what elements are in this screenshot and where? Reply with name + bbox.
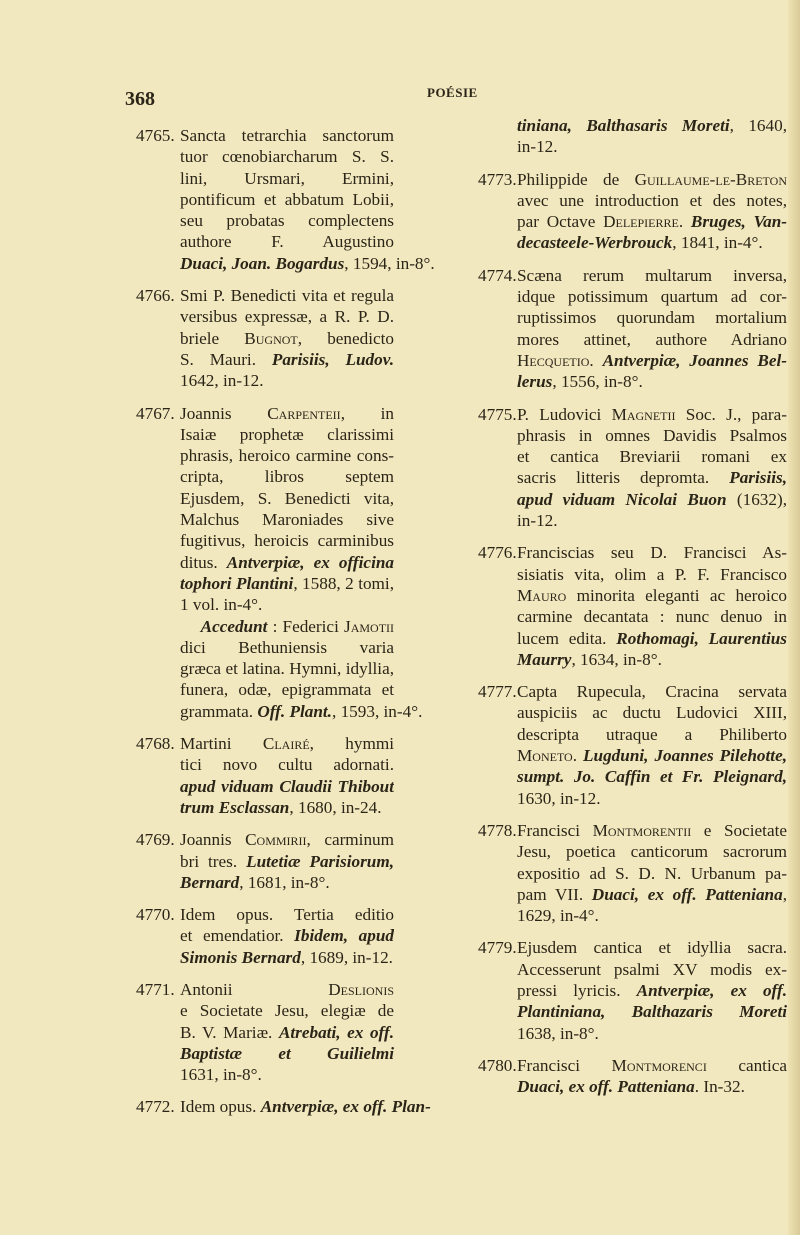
text: . — [572, 746, 584, 766]
author-name: Delepierre — [603, 212, 679, 232]
entry-line — [478, 115, 787, 136]
text: et emendatior. — [180, 926, 295, 946]
right-column — [478, 115, 787, 1108]
text: , 1593, in-4°. — [331, 701, 423, 721]
author-name: Mauro — [517, 585, 567, 605]
entry-line — [478, 1055, 787, 1076]
catalog-entry — [136, 829, 394, 893]
text: P. Ludovici — [517, 404, 612, 424]
entry-line — [136, 679, 394, 700]
catalog-entry — [136, 403, 423, 722]
entry-line — [478, 863, 787, 884]
catalog-entry — [136, 1096, 431, 1117]
text: , hymmi — [309, 734, 394, 754]
text: , 1556, in-8°. — [552, 372, 643, 392]
italic-text: Simonis Bernard — [180, 947, 301, 967]
text: , 1689, in-12. — [300, 947, 393, 967]
catalog-entry — [478, 169, 787, 254]
entry-line — [136, 1064, 394, 1085]
entry-line — [478, 628, 787, 649]
text: Smi P. Benedicti vita et regula — [180, 286, 394, 306]
text: Jesu, poetica canticorum sacrorum — [517, 842, 787, 862]
entry-line — [136, 1043, 394, 1064]
text: Joannis — [180, 403, 268, 423]
italic-text: Baptistæ et Guilielmi — [180, 1043, 394, 1063]
text: S. Mauri. — [180, 349, 272, 369]
entry-line — [478, 980, 787, 1001]
text: auspiciis ac ductu Ludovici XIII, — [517, 703, 787, 723]
entry-line — [136, 616, 394, 637]
entry-line — [136, 658, 394, 679]
entry-number: 4766. — [136, 286, 175, 306]
italic-text: Duaci, ex off. Patteniana — [591, 884, 783, 904]
italic-text: Antverpiæ, ex off. — [636, 980, 787, 1000]
entry-line — [478, 136, 787, 157]
author-name: Deslionis — [328, 979, 394, 999]
entry-line — [136, 1022, 394, 1043]
text: Capta Rupecula, Cracina servata — [517, 682, 787, 702]
entry-line — [478, 404, 787, 425]
text: Francisci — [517, 1055, 612, 1075]
entry-number: 4765. — [136, 126, 175, 145]
text: 1638, in-8°. — [517, 1023, 599, 1043]
italic-text: Rothomagi, Laurentius — [616, 628, 787, 648]
italic-text: apud viduam Nicolai Buon — [517, 489, 727, 509]
entry-line — [136, 403, 394, 424]
entry-number: 4780. — [478, 1055, 517, 1075]
text: 1630, in-12. — [517, 788, 601, 808]
entry-line — [478, 585, 787, 606]
text: Martini — [180, 734, 263, 754]
text: . In-32. — [694, 1077, 745, 1097]
entry-number: 4773. — [478, 169, 517, 189]
entry-line — [136, 1096, 431, 1117]
text: minorita eleganti ac heroico — [566, 585, 787, 605]
italic-text: trum Esclassan — [180, 797, 290, 817]
entry-line — [136, 231, 394, 252]
entry-number: 4767. — [136, 403, 175, 423]
italic-text: Parisiis, Ludov. — [271, 349, 394, 369]
entry-line — [136, 754, 394, 775]
author-name: Carpenteii — [267, 403, 341, 423]
entry-number: 4776. — [478, 543, 517, 563]
entry-line — [136, 979, 394, 1000]
text: : Federici — [267, 616, 344, 636]
entry-line — [136, 637, 394, 658]
text: carmine decantata : nunc denuo in — [517, 607, 787, 627]
text — [180, 617, 201, 636]
text: , in — [340, 403, 394, 423]
text: (1632), — [726, 489, 787, 509]
entry-line — [136, 328, 394, 349]
text: , 1588, 2 tomi, — [293, 573, 394, 593]
author-name: Commirii — [245, 830, 307, 850]
entry-line — [478, 1001, 787, 1022]
catalog-entry — [136, 979, 394, 1085]
catalog-entry — [136, 904, 394, 968]
catalog-entry — [478, 115, 787, 158]
author-name: Jamotii — [344, 616, 394, 636]
author-name: Bugnot — [244, 328, 298, 348]
catalog-entry — [478, 542, 787, 670]
entry-line — [136, 797, 394, 818]
entry-line — [136, 306, 394, 327]
entry-line — [478, 606, 787, 627]
italic-text: apud viduam Claudii Thibout — [180, 776, 394, 796]
catalog-entry — [478, 820, 787, 926]
text: phrasis, heroico carmine cons- — [180, 446, 394, 466]
text: ruptissimos quorundam mortalium — [517, 308, 787, 328]
text: Francisci — [517, 820, 593, 840]
entry-line — [136, 530, 394, 551]
italic-text: Bruges, Van- — [690, 212, 787, 232]
text: e Societate Jesu, elegiæ de — [180, 1001, 394, 1021]
text: Antonii — [180, 979, 329, 999]
entry-line — [136, 594, 394, 615]
entry-number: 4778. — [478, 820, 517, 840]
entry-line — [136, 445, 394, 466]
text: grammata. — [180, 701, 258, 721]
text: 1642, in-12. — [180, 371, 264, 391]
entry-line — [478, 564, 787, 585]
entry-line — [478, 446, 787, 467]
entry-line — [136, 904, 394, 925]
italic-text: Off. Plant. — [257, 701, 332, 721]
italic-text: sumpt. Jo. Caffin et Fr. Pleignard, — [517, 767, 787, 787]
author-name: Magnetii — [611, 404, 676, 424]
entry-line — [478, 371, 787, 392]
entry-line — [136, 701, 423, 722]
entry-number: 4779. — [478, 938, 517, 958]
text: cantica — [706, 1055, 787, 1075]
text: Ejusdem cantica et idyllia sacra. — [517, 938, 787, 958]
catalog-entry — [478, 404, 787, 532]
text: Soc. J., para- — [675, 404, 787, 424]
text: briele — [180, 328, 245, 348]
catalog-entry — [136, 125, 435, 274]
entry-line — [478, 350, 787, 371]
text: , 1841, in-4°. — [672, 233, 763, 253]
text: et cantica Breviarii romani ex — [517, 447, 787, 467]
text: græca et latina. Hymni, idyllia, — [180, 659, 394, 679]
catalog-entry — [478, 937, 787, 1043]
text: 1631, in-8°. — [180, 1065, 262, 1085]
text: Scæna rerum multarum inversa, — [517, 265, 787, 285]
entry-line — [136, 125, 394, 146]
text: versibus expressæ, a R. P. D. — [180, 307, 394, 327]
text: , — [782, 884, 787, 904]
text: . — [678, 212, 691, 232]
italic-text: decasteele-Werbrouck — [517, 233, 673, 253]
catalog-entry — [136, 285, 394, 391]
entry-line — [478, 307, 787, 328]
text: idque potissimum quartum ad cor- — [517, 287, 787, 307]
entry-line — [136, 947, 394, 968]
italic-text: tiniana, Balthasaris Moreti — [517, 116, 730, 135]
italic-text: Bernard — [180, 872, 240, 892]
catalog-entry — [136, 733, 394, 818]
entry-line — [136, 210, 394, 231]
catalog-entry — [478, 265, 787, 393]
entry-line — [478, 905, 787, 926]
entry-line — [478, 286, 787, 307]
entry-line — [136, 488, 394, 509]
entry-line — [478, 841, 787, 862]
text: 1 vol. in-4°. — [180, 595, 263, 615]
page-number: 368 — [125, 88, 155, 110]
italic-text: Antverpiæ, Joannes Bel- — [602, 350, 787, 370]
entry-line — [478, 745, 787, 766]
text: , benedicto — [297, 328, 394, 348]
text: Accesserunt psalmi XV modis ex- — [517, 959, 787, 979]
entry-line — [136, 925, 394, 946]
entry-line — [136, 851, 394, 872]
entry-line — [136, 552, 394, 573]
text: Philippide de — [517, 169, 635, 189]
entry-line — [478, 542, 787, 563]
italic-text: Accedunt — [200, 616, 268, 636]
entry-line — [478, 265, 787, 286]
text: mores attinet, authore Adriano — [517, 329, 787, 349]
text: B. V. Mariæ. — [180, 1022, 279, 1042]
text: , carminum — [306, 830, 394, 850]
text: sacris litteris depromta. — [517, 468, 730, 488]
catalog-entry — [478, 1055, 787, 1098]
text: Ejusdem, S. Benedicti vita, — [180, 488, 394, 508]
entry-number: 4777. — [478, 682, 517, 702]
entry-number: 4768. — [136, 734, 175, 754]
entry-line — [478, 329, 787, 350]
entry-line — [136, 573, 394, 594]
entry-line — [478, 702, 787, 723]
italic-text: Plantiniana, Balthazaris Moreti — [517, 1002, 787, 1022]
text: phrasis in omnes Davidis Psalmos — [517, 425, 787, 445]
entry-number: 4775. — [478, 404, 517, 424]
text: fugitivus, heroicis carminibus — [180, 531, 394, 551]
text: in-12. — [517, 137, 558, 157]
entry-line — [478, 820, 787, 841]
left-column — [136, 125, 435, 1129]
entry-line — [136, 872, 394, 893]
entry-line — [136, 733, 394, 754]
entry-line — [478, 190, 787, 211]
text: expositio ad S. D. N. Urbanum pa- — [517, 863, 787, 883]
italic-text: Maurry — [517, 649, 572, 669]
italic-text: Antverpiæ, ex officina — [226, 552, 394, 572]
entry-line — [136, 349, 394, 370]
italic-text: Atrebati, ex off. — [278, 1022, 394, 1042]
author-name: Hecquetio — [517, 350, 590, 370]
page-edge-shadow — [788, 0, 800, 1235]
entry-line — [136, 1000, 394, 1021]
entry-line — [478, 467, 787, 488]
entry-line — [478, 1023, 787, 1044]
entry-line — [478, 510, 787, 531]
entry-number: 4770. — [136, 905, 175, 925]
text: in-12. — [517, 511, 558, 531]
entry-line — [478, 884, 787, 905]
text: e Societate — [691, 820, 787, 840]
entry-line — [136, 146, 394, 167]
text: Franciscias seu D. Francisci As- — [517, 543, 787, 563]
author-name: Montmorentii — [592, 820, 692, 840]
text: pam VII. — [517, 884, 592, 904]
text: , 1681, in-8°. — [239, 872, 330, 892]
text: pontificum et abbatum Lobii, — [180, 189, 394, 209]
italic-text: Duaci, Joan. Bogardus — [180, 253, 345, 273]
entry-line — [478, 788, 787, 809]
entry-line — [136, 466, 394, 487]
entry-line — [478, 724, 787, 745]
text: ditus. — [180, 552, 227, 572]
text: descripta utraque a Philiberto — [517, 724, 787, 744]
text: Joannis — [180, 830, 246, 850]
author-name: Guillaume-le-Breton — [634, 169, 787, 189]
italic-text: tophori Plantini — [180, 573, 294, 593]
author-name: Moneto — [517, 746, 573, 766]
text: , 1634, in-8°. — [571, 649, 662, 669]
entry-line — [136, 509, 394, 530]
entry-line — [136, 189, 394, 210]
text: Isaiæ prophetæ clarissimi — [180, 424, 394, 444]
catalog-entry — [478, 681, 787, 809]
text: Malchus Maroniades sive — [180, 510, 394, 530]
text: par Octave — [517, 212, 604, 232]
entry-line — [136, 370, 394, 391]
entry-line — [478, 649, 787, 670]
text: , 1680, in-24. — [289, 797, 382, 817]
italic-text: Lutetiæ Parisiorum, — [246, 851, 394, 871]
text: lini, Ursmari, Ermini, — [180, 168, 394, 188]
text: funera, odæ, epigrammata et — [180, 680, 394, 700]
entry-line — [478, 1076, 787, 1097]
text: sisiatis vita, olim a P. F. Francisco — [517, 564, 787, 584]
entry-line — [478, 489, 787, 510]
italic-text: Parisiis, — [729, 468, 787, 488]
entry-line — [136, 424, 394, 445]
text: , 1640, — [729, 116, 787, 135]
entry-line — [478, 681, 787, 702]
entry-line — [478, 211, 787, 232]
text: Sancta tetrarchia sanctorum — [180, 126, 394, 145]
entry-number: 4769. — [136, 830, 175, 850]
text: dici Bethuniensis varia — [180, 637, 394, 657]
text: 1629, in-4°. — [517, 906, 599, 926]
entry-line — [136, 253, 435, 274]
text: avec une introduction et des notes, — [517, 190, 787, 210]
text: , 1594, in-8°. — [344, 253, 435, 273]
text: tuor cœnobiarcharum S. S. — [180, 147, 394, 167]
author-name: Montmorenci — [611, 1055, 707, 1075]
entry-line — [478, 937, 787, 958]
running-head: POÉSIE — [427, 85, 478, 100]
entry-line — [478, 169, 787, 190]
entry-line — [136, 285, 394, 306]
entry-number: 4772. — [136, 1097, 175, 1117]
text: lucem edita. — [517, 628, 617, 648]
italic-text: Lugduni, Joannes Pilehotte, — [583, 746, 787, 766]
entry-line — [478, 232, 787, 253]
entry-line — [136, 829, 394, 850]
entry-number: 4774. — [478, 265, 517, 285]
entry-line — [136, 168, 394, 189]
author-name: Clairé — [262, 734, 310, 754]
entry-number: 4771. — [136, 979, 175, 999]
text: bri tres. — [180, 851, 247, 871]
text: cripta, libros septem — [180, 467, 394, 487]
italic-text: Duaci, ex off. Patteniana — [517, 1077, 695, 1097]
entry-line — [478, 766, 787, 787]
entry-line — [478, 959, 787, 980]
entry-line — [136, 776, 394, 797]
text: pressi lyricis. — [517, 980, 637, 1000]
text: Idem opus. — [180, 1097, 261, 1117]
text: authore F. Augustino — [180, 232, 394, 252]
italic-text: Ibidem, apud — [294, 926, 394, 946]
italic-text: lerus — [517, 372, 553, 392]
text: Idem opus. Tertia editio — [180, 905, 394, 925]
italic-text: Antverpiæ, ex off. Plan- — [260, 1097, 431, 1117]
entry-line — [478, 425, 787, 446]
text: tici novo cultu adornati. — [180, 755, 394, 775]
text: seu probatas complectens — [180, 211, 394, 231]
text: . — [589, 350, 603, 370]
